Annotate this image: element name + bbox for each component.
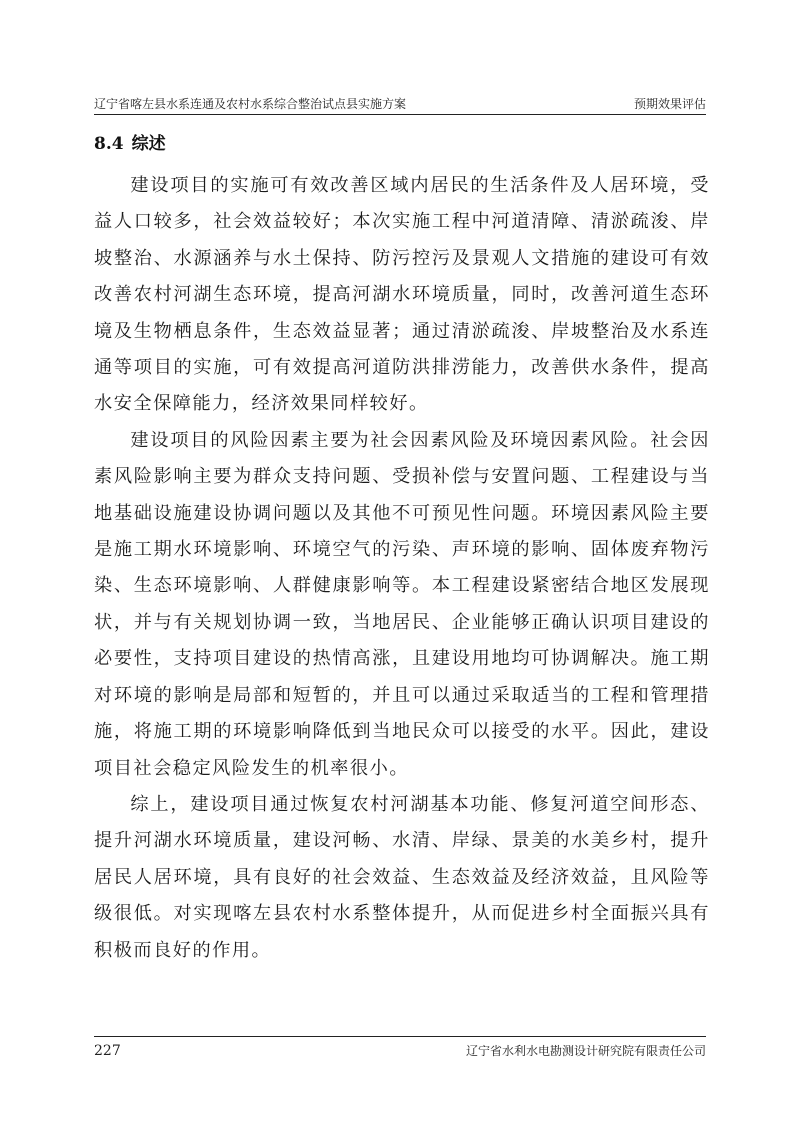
footer-organization: 辽宁省水利水电勘测设计研究院有限责任公司 xyxy=(465,1044,706,1058)
page-number: 227 xyxy=(94,1043,121,1059)
header-chapter-name: 预期效果评估 xyxy=(633,97,706,111)
header-divider xyxy=(94,114,706,115)
header-document-title: 辽宁省喀左县水系连通及农村水系综合整治试点县实施方案 xyxy=(94,97,407,111)
section-number: 8.4 xyxy=(94,134,124,154)
footer-divider xyxy=(94,1036,706,1037)
body-text xyxy=(94,168,710,969)
paragraph: 综上，建设项目通过恢复农村河湖基本功能、修复河道空间形态、提升河湖水环境质量，建设河畅、水清、岸绿、景美的水美乡村，提升居民人居环境，具有良好的社会效益、生态效益及经济效益，且风险等级很低。对实现喀左县农村水系整体提升，从而促进乡村全面振兴具有积极而良好的作用。 xyxy=(94,793,710,961)
page-header xyxy=(94,93,706,115)
paragraph: 建设项目的实施可有效改善区域内居民的生活条件及人居环境，受益人口较多，社会效益较好；本次实施工程中河道清障、清淤疏浚、岸坡整治、水源涵养与水土保持、防污控污及景观人文措施的建设可有效改善农村河湖生态环境，提高河湖水环境质量，同时，改善河道生态环境及生物栖息条件，生态效益显著；通过清淤疏浚、岸坡整治及水系连通等项目的实施，可有效提高河道防洪排涝能力，改善供水条件，提高水安全保障能力，经济效果同样较好。 xyxy=(94,175,710,415)
paragraph: 建设项目的风险因素主要为社会因素风险及环境因素风险。社会因素风险影响主要为群众支持问题、受损补偿与安置问题、工程建设与当地基础设施建设协调问题以及其他不可预见性问题。环境因素风险主要是施工期水环境影响、环境空气的污染、声环境的影响、固体废弃物污染、生态环境影响、人群健康影响等。本工程建设紧密结合地区发展现状，并与有关规划协调一致，当地居民、企业能够正确认识项目建设的必要性，支持项目建设的热情高涨，且建设用地均可协调解决。施工期对环境的影响是局部和短暂的，并且可以通过采取适当的工程和管理措施，将施工期的环境影响降低到当地民众可以接受的水平。因此，建设项目社会稳定风险发生的机率很小。 xyxy=(94,429,710,779)
section-title: 综述 xyxy=(131,134,166,154)
page-footer xyxy=(94,1040,706,1062)
section-heading xyxy=(94,132,166,156)
